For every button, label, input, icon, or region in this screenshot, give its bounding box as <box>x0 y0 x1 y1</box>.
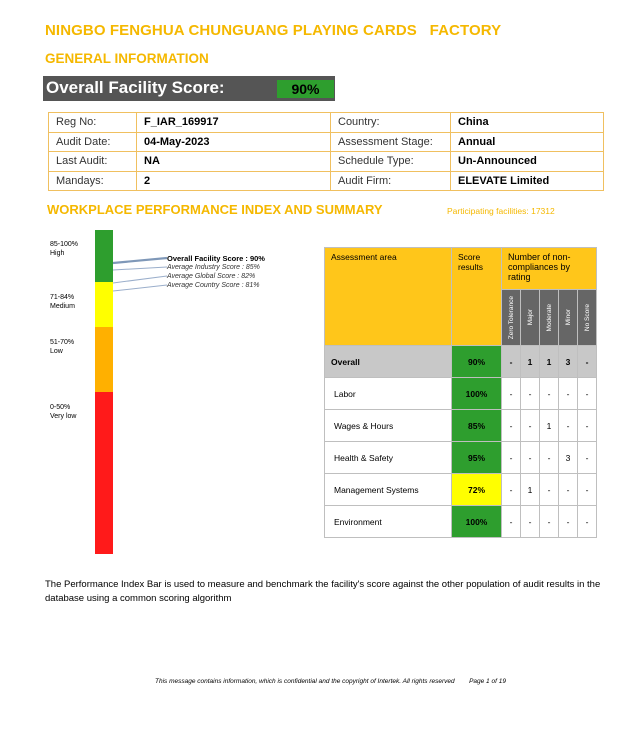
general-info-table <box>48 112 604 191</box>
band-level: High <box>50 250 65 257</box>
col-header-score: Score results <box>452 248 502 346</box>
info-key: Schedule Type: <box>331 152 451 172</box>
info-value: Un-Announced <box>451 152 604 172</box>
band-label-high <box>50 240 78 258</box>
nc-count: - <box>578 474 597 506</box>
nc-count: - <box>578 410 597 442</box>
nc-count: - <box>521 442 540 474</box>
participating-facilities: Participating facilities: 17312 <box>447 206 555 216</box>
score-pointer-lines <box>113 253 169 293</box>
index-bar-high <box>95 230 113 282</box>
band-level: Medium <box>50 303 75 310</box>
nc-count: - <box>540 442 559 474</box>
summary-header-row <box>325 248 597 290</box>
performance-index-description: The Performance Index Bar is used to measure and benchmark the facility's score against the other population of audit results in the database using a common scoring algorithm <box>45 579 601 604</box>
area-name: Health & Safety <box>325 442 452 474</box>
info-value: Annual <box>451 132 604 152</box>
annotation-country-score: Average Country Score : 81% <box>167 282 260 289</box>
nc-count: - <box>540 378 559 410</box>
band-level: Very low <box>50 413 77 420</box>
table-row <box>49 113 604 133</box>
info-value: NA <box>137 152 331 172</box>
nc-count: - <box>502 410 521 442</box>
nc-count: - <box>502 474 521 506</box>
info-value: China <box>451 113 604 133</box>
section-title-general-information: GENERAL INFORMATION <box>45 51 209 66</box>
nc-count: - <box>578 442 597 474</box>
info-key: Reg No: <box>49 113 137 133</box>
summary-table <box>324 247 597 538</box>
nc-count: - <box>502 378 521 410</box>
col-header-non-compliances: Number of non-compliances by rating <box>502 248 597 290</box>
company-name: NINGBO FENGHUA CHUNGUANG PLAYING CARDS FACTORY <box>45 22 502 39</box>
nc-count: - <box>559 410 578 442</box>
info-value: 2 <box>137 171 331 191</box>
facility-pointer-line <box>113 258 167 263</box>
band-range: 85-100% <box>50 241 79 248</box>
nc-count: 3 <box>559 346 578 378</box>
table-row <box>49 152 604 172</box>
country-pointer-line <box>113 285 167 291</box>
band-level: Low <box>50 348 63 355</box>
annotation-industry-score: Average Industry Score : 85% <box>167 264 260 271</box>
nc-count: - <box>502 506 521 538</box>
area-name: Management Systems <box>325 474 452 506</box>
nc-count: - <box>578 378 597 410</box>
nc-count: - <box>502 442 521 474</box>
nc-count: - <box>559 506 578 538</box>
annotation-facility-score: Overall Facility Score : 90% <box>167 254 265 263</box>
table-row <box>325 506 597 538</box>
nc-count: 3 <box>559 442 578 474</box>
area-name: Wages & Hours <box>325 410 452 442</box>
rating-header: Moderate <box>540 290 559 346</box>
band-label-low <box>50 338 74 356</box>
band-range: 71-84% <box>50 294 75 301</box>
workplace-performance-title: WORKPLACE PERFORMANCE INDEX AND SUMMARY <box>47 202 383 217</box>
table-row <box>325 346 597 378</box>
area-name: Environment <box>325 506 452 538</box>
nc-count: - <box>502 346 521 378</box>
info-key: Last Audit: <box>49 152 137 172</box>
area-score: 100% <box>452 378 502 410</box>
area-score: 85% <box>452 410 502 442</box>
nc-count: - <box>578 346 597 378</box>
band-range: 0-50% <box>50 404 71 411</box>
annotation-global-score: Average Global Score : 82% <box>167 273 256 280</box>
info-key: Country: <box>331 113 451 133</box>
overall-score-banner <box>43 76 335 101</box>
area-score: 95% <box>452 442 502 474</box>
index-bar-medium <box>95 282 113 327</box>
table-row <box>325 378 597 410</box>
rating-header: No Score <box>578 290 597 346</box>
area-name: Overall <box>325 346 452 378</box>
nc-count: - <box>521 378 540 410</box>
band-label-medium <box>50 293 75 311</box>
rating-header: Major <box>521 290 540 346</box>
table-row <box>325 474 597 506</box>
nc-count: 1 <box>540 410 559 442</box>
nc-count: - <box>559 378 578 410</box>
rating-header: Minor <box>559 290 578 346</box>
area-score: 100% <box>452 506 502 538</box>
table-row <box>325 442 597 474</box>
table-row <box>49 171 604 191</box>
info-value: 04-May-2023 <box>137 132 331 152</box>
nc-count: - <box>559 474 578 506</box>
info-key: Assessment Stage: <box>331 132 451 152</box>
info-value: ELEVATE Limited <box>451 171 604 191</box>
info-value: F_IAR_169917 <box>137 113 331 133</box>
nc-count: 1 <box>521 346 540 378</box>
page-footer: This message contains information, which is confidential and the copyright of Intertek. All rights reserved Page 1 of 19 <box>155 678 506 685</box>
nc-count: - <box>521 506 540 538</box>
global-pointer-line <box>113 276 167 283</box>
info-key: Audit Date: <box>49 132 137 152</box>
col-header-area: Assessment area <box>325 248 452 346</box>
overall-score-value: 90% <box>277 80 334 98</box>
nc-count: 1 <box>521 474 540 506</box>
table-row <box>49 132 604 152</box>
index-bar-very-low <box>95 392 113 554</box>
area-score: 72% <box>452 474 502 506</box>
index-bar-low <box>95 327 113 392</box>
area-score: 90% <box>452 346 502 378</box>
nc-count: - <box>540 474 559 506</box>
info-key: Audit Firm: <box>331 171 451 191</box>
nc-count: - <box>521 410 540 442</box>
band-range: 51-70% <box>50 339 75 346</box>
band-label-very-low <box>50 403 76 421</box>
rating-header: Zero Tolerance <box>502 290 521 346</box>
overall-score-label: Overall Facility Score: <box>46 78 225 97</box>
area-name: Labor <box>325 378 452 410</box>
nc-count: 1 <box>540 346 559 378</box>
nc-count: - <box>578 506 597 538</box>
table-row <box>325 410 597 442</box>
info-key: Mandays: <box>49 171 137 191</box>
industry-pointer-line <box>113 267 167 270</box>
nc-count: - <box>540 506 559 538</box>
